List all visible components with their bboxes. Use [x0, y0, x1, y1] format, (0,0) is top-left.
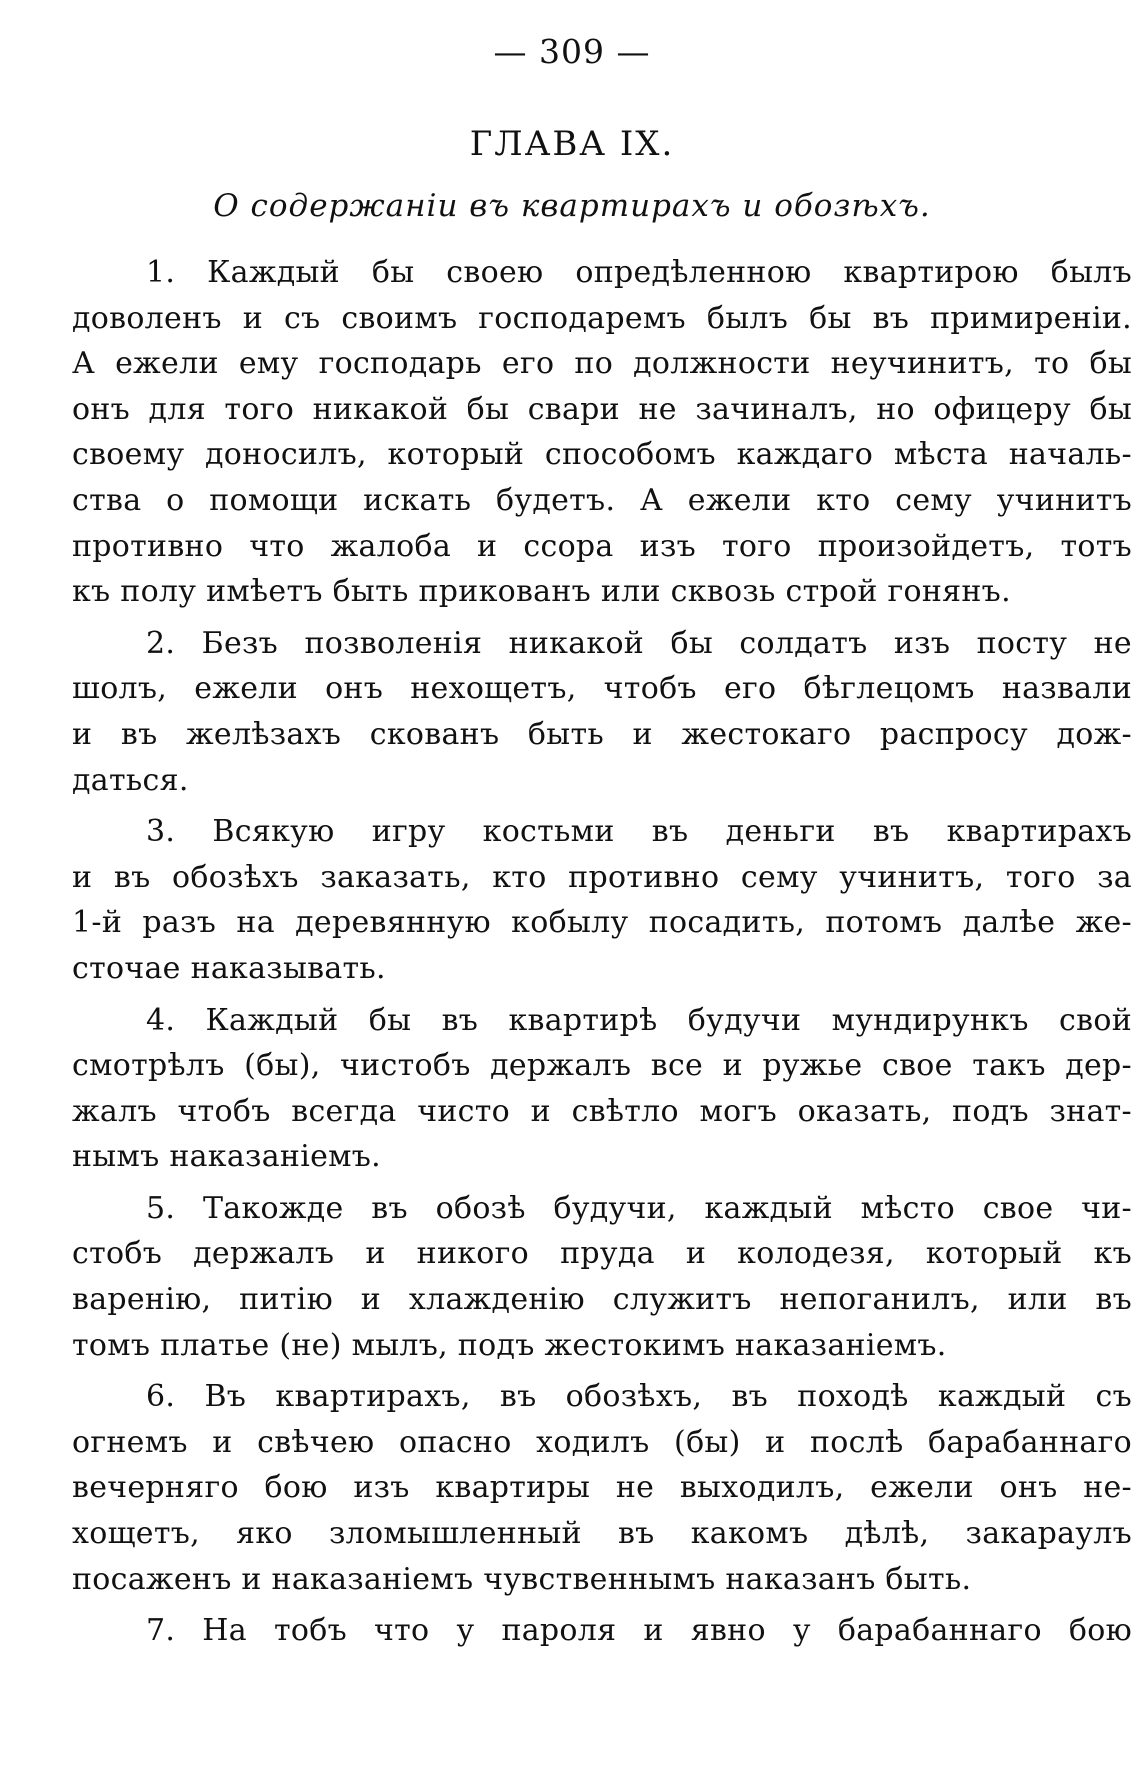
text-line: и въ обозѣхъ заказать, кто противно сему учинитъ, того за — [72, 859, 1132, 895]
text-line: 4. Каждый бы въ квартирѣ будучи мундирункъ свой — [146, 1002, 1132, 1038]
text-line: онъ для того никакой бы свари не зачиналъ, но офицеру бы — [72, 391, 1132, 427]
text-line: шолъ, ежели онъ нехощетъ, чтобъ его бѣглецомъ назвали — [72, 671, 1132, 707]
text-line: А ежели ему господарь его по должности неучинитъ, то бы — [72, 346, 1132, 382]
page — [72, 0, 1132, 1775]
text-line: томъ платье (не) мылъ, подъ жестокимъ наказаніемъ. — [72, 1327, 947, 1363]
text-line: 5. Такожде въ обозѣ будучи, каждый мѣсто свое чи- — [146, 1190, 1132, 1226]
text-line: доволенъ и съ своимъ господаремъ былъ бы въ примиреніи. — [72, 300, 1132, 336]
text-line: 1-й разъ на деревянную кобылу посадить, потомъ далѣе же- — [72, 905, 1132, 941]
text-line: противно что жалоба и ссора изъ того произойдетъ, тотъ — [72, 528, 1132, 564]
text-line: и въ желѣзахъ скованъ быть и жестокаго распросу дож- — [72, 716, 1132, 752]
text-line: смотрѣлъ (бы), чистобъ держалъ все и ружье свое такъ дер- — [72, 1048, 1132, 1084]
text-line: хощетъ, яко зломышленный въ какомъ дѣлѣ, закараулъ — [72, 1516, 1132, 1552]
paragraph-3 — [72, 809, 1132, 991]
text-line: 7. На тобъ что у пароля и явно у барабаннаго бою — [146, 1613, 1132, 1649]
text-line: сточае наказывать. — [72, 950, 386, 986]
text-line: 6. Въ квартирахъ, въ обозѣхъ, въ походѣ каждый съ — [146, 1379, 1132, 1415]
text-line: 1. Каждый бы своею опредѣленною квартирою былъ — [146, 255, 1132, 290]
text-line: вечерняго бою изъ квартиры не выходилъ, ежели онъ не- — [72, 1470, 1132, 1506]
text-line: къ полу имѣетъ быть прикованъ или сквозь строй гонянъ. — [72, 574, 1011, 610]
text-line: ства о помощи искать будетъ. А ежели кто сему учинитъ — [72, 482, 1132, 518]
page-number: — 309 — — [493, 32, 651, 71]
text-line: 3. Всякую игру костьми въ деньги въ квартирахъ — [146, 814, 1132, 850]
paragraph-5 — [72, 1186, 1132, 1368]
chapter-subtitle: О содержаніи въ квартирахъ и обозѣхъ. — [213, 188, 931, 224]
paragraph-1 — [72, 250, 1132, 615]
body-text — [72, 250, 1132, 1654]
paragraph-2 — [72, 621, 1132, 803]
chapter-title: ГЛАВА IX. — [469, 124, 675, 164]
text-line: своему доносилъ, который способомъ каждаго мѣста началь- — [72, 437, 1132, 473]
paragraph-6 — [72, 1374, 1132, 1602]
text-line: посаженъ и наказаніемъ чувственнымъ наказанъ быть. — [72, 1561, 972, 1597]
text-line: варенію, питію и хлажденію служитъ непоганилъ, или въ — [72, 1282, 1132, 1318]
paragraph-4 — [72, 998, 1132, 1180]
text-line: нымъ наказаніемъ. — [72, 1139, 381, 1175]
text-line: огнемъ и свѣчею опасно ходилъ (бы) и послѣ барабаннаго — [72, 1424, 1132, 1460]
text-line: даться. — [72, 762, 189, 798]
text-line: стобъ держалъ и никого пруда и колодезя, который къ — [72, 1236, 1132, 1272]
paragraph-7 — [72, 1608, 1132, 1654]
text-line: 2. Безъ позволенія никакой бы солдатъ изъ посту не — [146, 625, 1132, 661]
text-line: жалъ чтобъ всегда чисто и свѣтло могъ оказать, подъ знат- — [72, 1093, 1132, 1129]
